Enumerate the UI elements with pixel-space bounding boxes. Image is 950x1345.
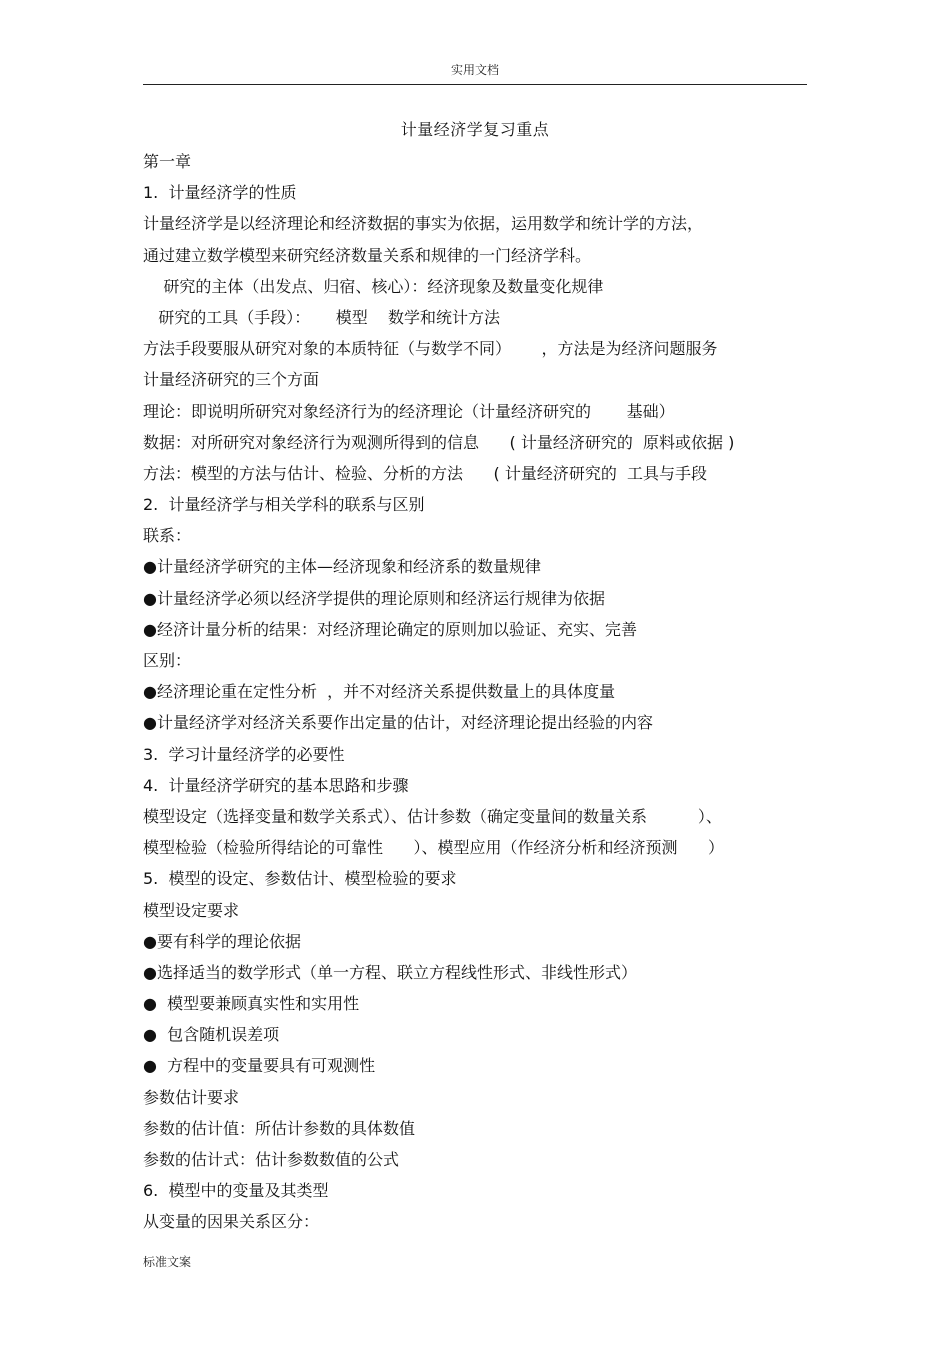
text-line: ● 模型要兼顾真实性和实用性 xyxy=(143,994,360,1014)
text-line: 数据：对所研究对象经济行为观测所得到的信息 ( 计量经济研究的 原料或依据 ) xyxy=(143,432,735,452)
text-line: 研究的主体（出发点、归宿、核心）：经济现象及数量变化规律 xyxy=(143,276,604,296)
text-line: 第一章 xyxy=(143,152,192,171)
text-line: 区别： xyxy=(143,651,192,670)
text-line: 4. 计量经济学研究的基本思路和步骤 xyxy=(143,775,409,795)
page-footer: 标准文案 xyxy=(143,1255,192,1269)
text-line: ●计量经济学对经济关系要作出定量的估计，对经济理论提出经验的内容 xyxy=(143,713,653,733)
text-line: 模型检验（检验所得结论的可靠性 ）、模型应用（作经济分析和经济预测 ） xyxy=(143,838,725,858)
text-line: ●计量经济学必须以经济学提供的理论原则和经济运行规律为依据 xyxy=(143,588,605,608)
text-line: ●经济理论重在定性分析 ，并不对经济关系提供数量上的具体度量 xyxy=(143,682,616,702)
text-line: 5. 模型的设定、参数估计、模型检验的要求 xyxy=(143,869,457,889)
text-line: 3. 学习计量经济学的必要性 xyxy=(143,744,345,764)
text-line: 模型设定要求 xyxy=(143,900,240,920)
text-line: ●计量经济学研究的主体—经济现象和经济系的数量规律 xyxy=(143,557,541,577)
text-line: 方法：模型的方法与估计、检验、分析的方法 ( 计量经济研究的 工具与手段 xyxy=(143,463,708,483)
text-line: 从变量的因果关系区分： xyxy=(143,1212,320,1232)
text-line: 方法手段要服从研究对象的本质特征（与数学不同） ，方法是为经济问题服务 xyxy=(143,339,718,359)
text-line: 参数的估计值：所估计参数的具体数值 xyxy=(143,1118,416,1138)
text-line: 研究的工具（手段）： 模型 数学和统计方法 xyxy=(143,307,501,327)
text-line: 参数估计要求 xyxy=(143,1087,240,1107)
text-line: ●要有科学的理论依据 xyxy=(143,931,301,951)
document-title: 计量经济学复习重点 xyxy=(400,120,550,139)
text-line: 联系： xyxy=(143,526,192,546)
text-line: 6. 模型中的变量及其类型 xyxy=(143,1181,329,1201)
text-line: 计量经济学是以经济理论和经济数据的事实为依据，运用数学和统计学的方法， xyxy=(143,214,704,234)
document-body xyxy=(143,146,807,1238)
text-line: 模型设定（选择变量和数学关系式）、估计参数（确定变量间的数量关系 ）、 xyxy=(143,806,722,826)
page-header: 实用文档 xyxy=(450,63,499,77)
text-line: ● 包含随机误差项 xyxy=(143,1025,280,1045)
text-line: 参数的估计式：估计参数数值的公式 xyxy=(143,1150,400,1169)
text-line: 计量经济研究的三个方面 xyxy=(143,370,320,390)
text-line: ●经济计量分析的结果：对经济理论确定的原则加以验证、充实、完善 xyxy=(143,619,637,639)
text-line: 2. 计量经济学与相关学科的联系与区别 xyxy=(143,495,425,515)
text-line: ● 方程中的变量要具有可观测性 xyxy=(143,1056,376,1076)
header-rule xyxy=(143,84,807,85)
text-line: 通过建立数学模型来研究经济数量关系和规律的一门经济学科。 xyxy=(143,245,592,265)
text-line: 1. 计量经济学的性质 xyxy=(143,183,297,203)
text-line: ●选择适当的数学形式（单一方程、联立方程线性形式、非线性形式） xyxy=(143,962,637,982)
text-line: 理论：即说明所研究对象经济行为的经济理论（计量经济研究的 基础） xyxy=(143,401,675,421)
